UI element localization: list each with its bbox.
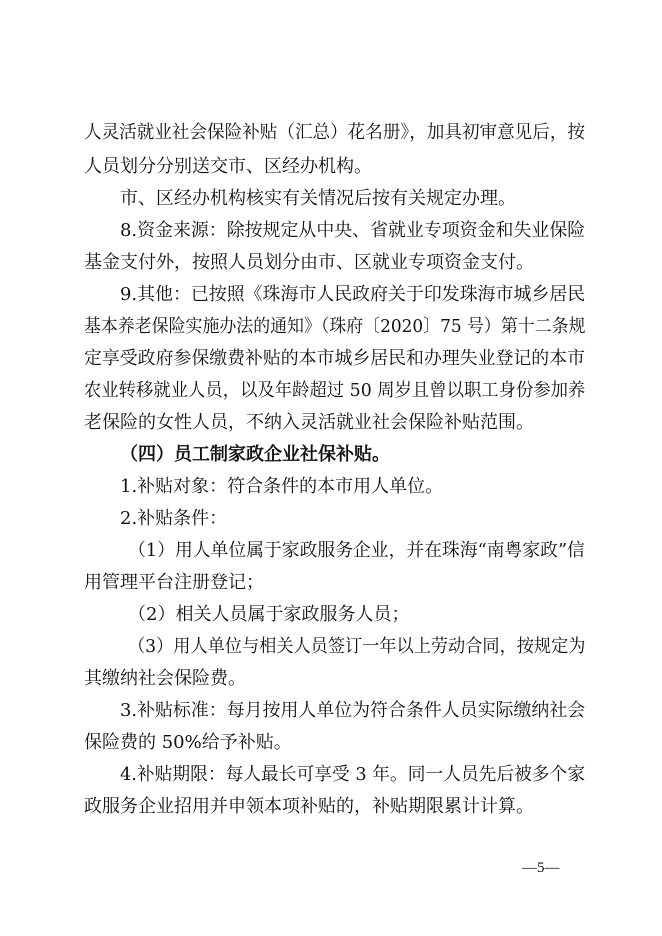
text-line: 人员划分分别送交市、区经办机构。: [84, 156, 372, 177]
text-line: 9.其他：已按照《珠海市人民政府关于印发珠海市城乡居民: [120, 284, 586, 305]
text-line: 农业转移就业人员，以及年龄超过 50 周岁且曾以职工身份参加养: [84, 380, 586, 401]
text-line: 1.补贴对象：符合条件的本市用人单位。: [120, 476, 444, 497]
text-line: （1）用人单位属于家政服务企业，并在珠海“南粤家政”信: [128, 540, 585, 561]
text-line: （2）相关人员属于家政服务人员；: [128, 604, 410, 625]
text-line: 3.补贴标准：每月按用人单位为符合条件人员实际缴纳社会: [120, 700, 586, 721]
text-line: 用管理平台注册登记；: [84, 572, 264, 593]
text-line: 政服务企业招用并申领本项补贴的，补贴期限累计计算。: [84, 796, 534, 817]
page-number: —5—: [522, 860, 560, 876]
text-line: 保险费的 50%给予补贴。: [84, 732, 292, 753]
text-line: （3）用人单位与相关人员签订一年以上劳动合同，按规定为: [128, 636, 586, 657]
text-line: 市、区经办机构核实有关情况后按有关规定办理。: [120, 188, 516, 209]
text-line: 人灵活就业社会保险补贴（汇总）花名册》，加具初审意见后，按: [84, 122, 585, 143]
text-line: 老保险的女性人员，不纳入灵活就业社会保险补贴范围。: [84, 412, 534, 433]
text-line: 8.资金来源：除按规定从中央、省就业专项资金和失业保险: [120, 220, 586, 241]
section-heading: （四）员工制家政企业社保补贴。: [120, 444, 390, 465]
text-line: 2.补贴条件：: [120, 508, 228, 529]
text-line: 4.补贴期限：每人最长可享受 3 年。同一人员先后被多个家: [120, 764, 586, 785]
text-line: 定享受政府参保缴费补贴的本市城乡居民和办理失业登记的本市: [84, 348, 585, 369]
text-line: 其缴纳社会保险费。: [84, 668, 246, 689]
text-line: 基本养老保险实施办法的通知》（珠府〔2020〕75 号）第十二条规: [84, 316, 586, 337]
text-line: 基金支付外，按照人员划分由市、区就业专项资金支付。: [84, 252, 534, 273]
